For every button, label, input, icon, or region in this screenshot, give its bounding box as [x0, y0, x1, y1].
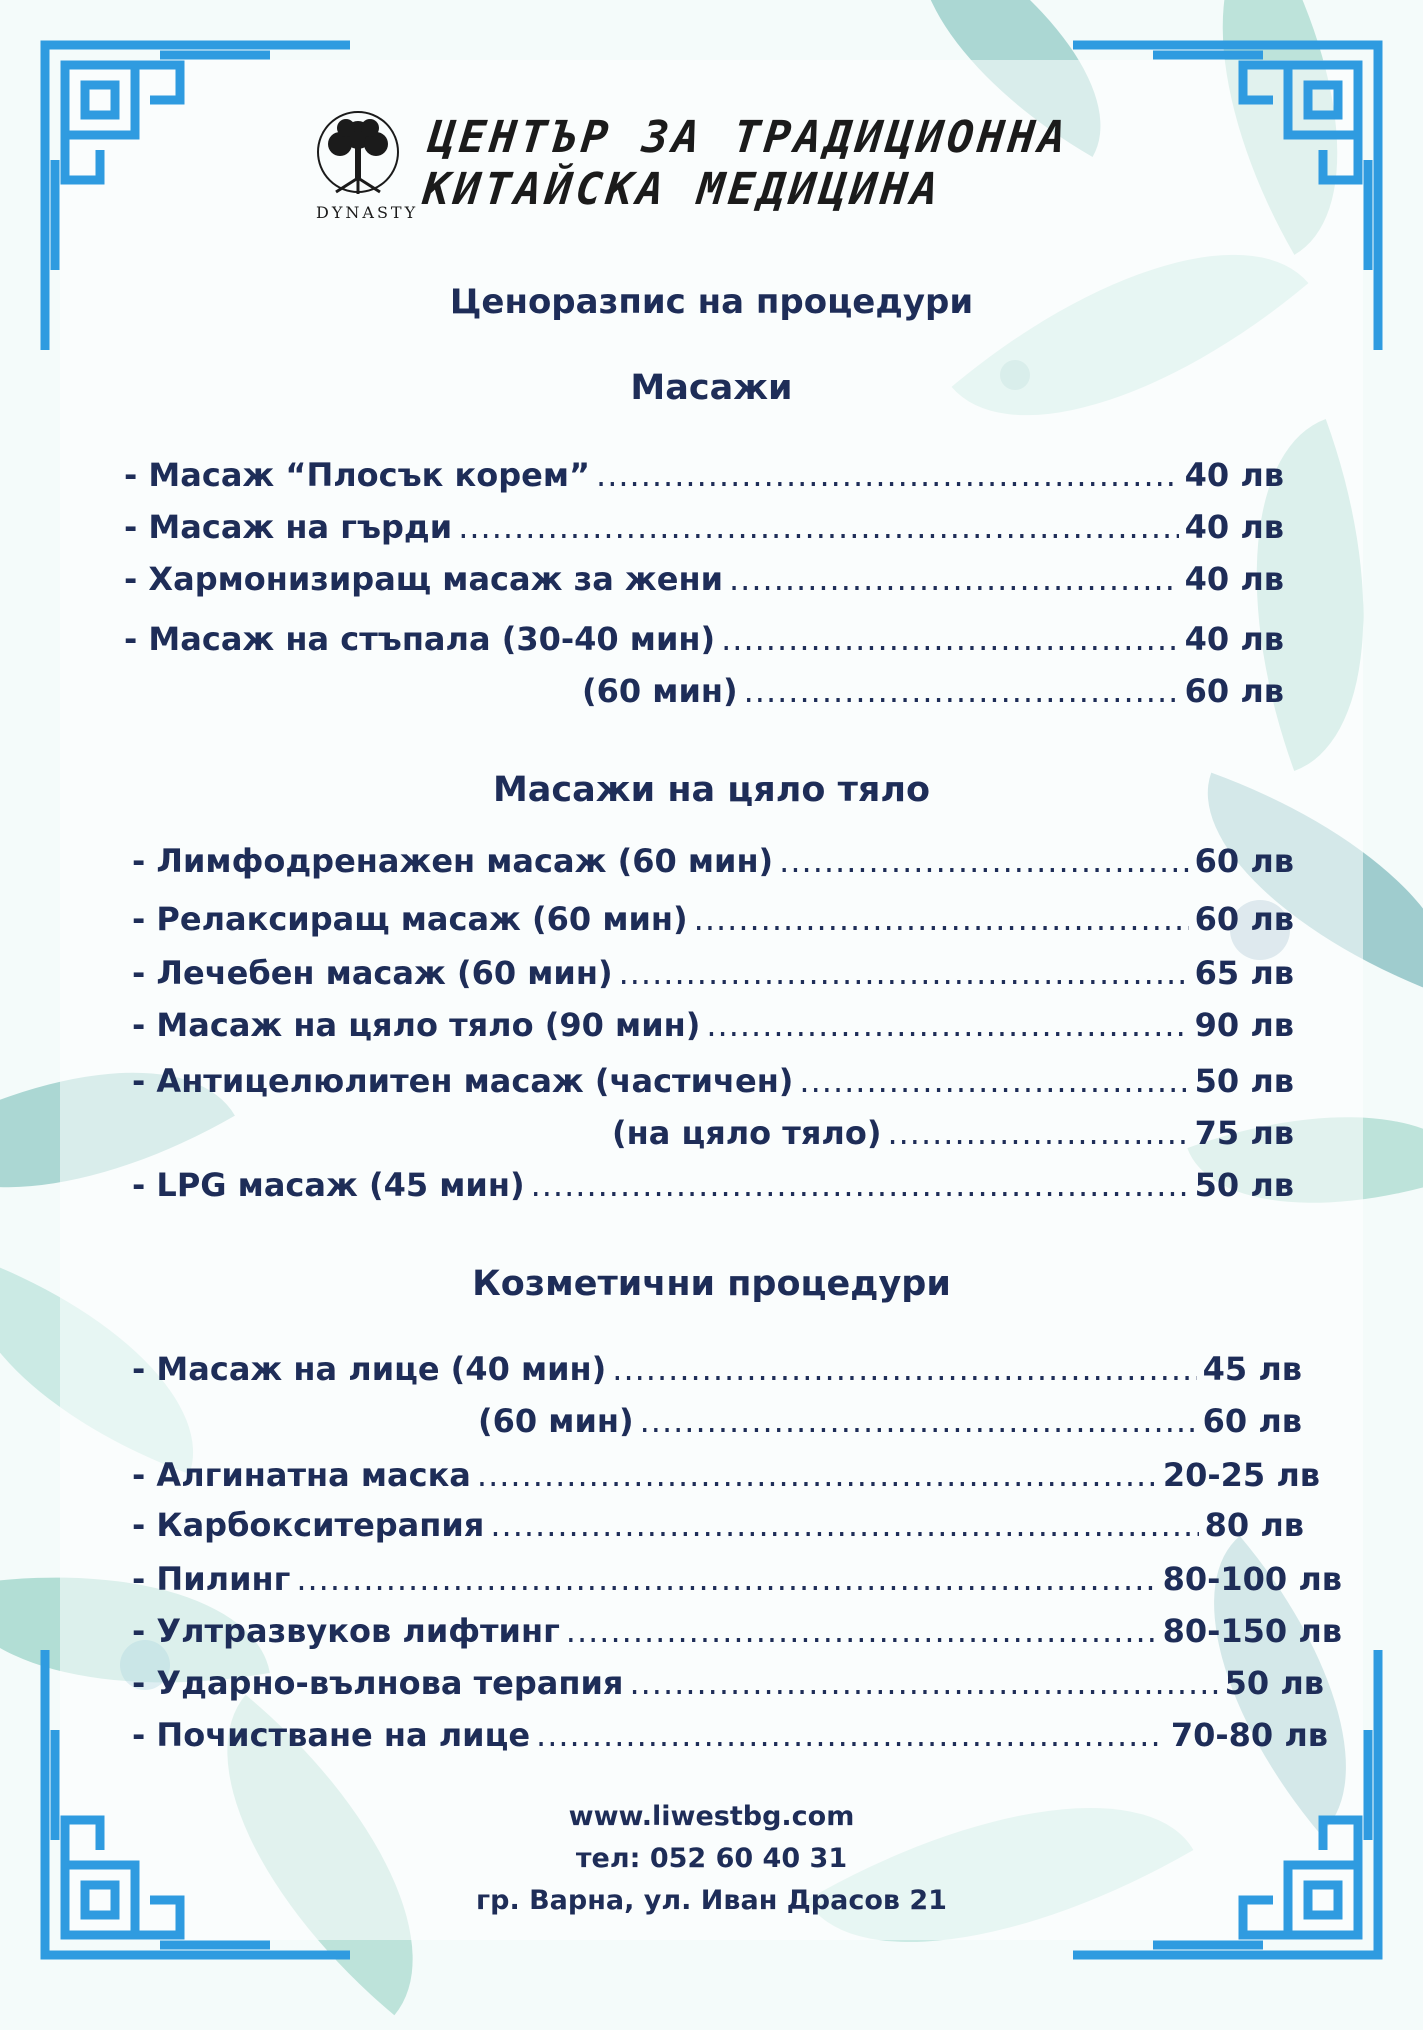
price-row	[132, 1612, 1342, 1650]
service-label: (60 мин)	[582, 672, 738, 710]
service-label: - Почистване на лице	[132, 1716, 531, 1754]
service-label: (60 мин)	[478, 1402, 634, 1440]
service-label: - Релаксиращ масаж (60 мин)	[132, 900, 688, 938]
service-label: - LPG масаж (45 мин)	[132, 1166, 525, 1204]
leader-dots	[779, 842, 1188, 880]
price-row	[132, 1006, 1294, 1044]
price-row	[132, 1062, 1294, 1100]
price-row	[132, 1560, 1342, 1598]
price-row	[132, 954, 1294, 992]
service-label: - Лимфодренажен масаж (60 мин)	[132, 842, 774, 880]
leader-dots	[799, 1062, 1188, 1100]
price-row	[478, 1402, 1302, 1440]
brand-line-2: КИТАЙСКА МЕДИЦИНА	[420, 164, 945, 215]
section-heading-massages: Масажи	[630, 368, 793, 408]
service-price: 40 лв	[1184, 560, 1284, 598]
tree-logo-icon	[296, 100, 420, 224]
leader-dots	[729, 560, 1179, 598]
service-price: 80-100 лв	[1162, 1560, 1342, 1598]
service-label: - Антицелюлитен масаж (частичен)	[132, 1062, 794, 1100]
website-link[interactable]: www.liwestbg.com	[568, 1801, 855, 1832]
service-label: - Пилинг	[132, 1560, 291, 1598]
service-price: 40 лв	[1184, 508, 1284, 546]
price-row	[132, 900, 1294, 938]
service-label: - Ултразвуков лифтинг	[132, 1612, 560, 1650]
service-label: - Масаж на стъпала (30-40 мин)	[124, 620, 716, 658]
leader-dots	[629, 1664, 1218, 1702]
service-price: 50 лв	[1194, 1062, 1294, 1100]
leader-dots	[536, 1716, 1165, 1754]
phone-number: тел: 052 60 40 31	[575, 1843, 848, 1874]
leader-dots	[458, 508, 1178, 546]
price-row	[132, 1664, 1324, 1702]
service-price: 60 лв	[1194, 842, 1294, 880]
leader-dots	[296, 1560, 1156, 1598]
service-price: 40 лв	[1184, 620, 1284, 658]
price-row	[612, 1114, 1294, 1152]
service-label: - Масаж на гърди	[124, 508, 453, 546]
leader-dots	[721, 620, 1179, 658]
service-label: - Ударно-вълнова терапия	[132, 1664, 624, 1702]
service-price: 20-25 лв	[1162, 1456, 1320, 1494]
address: гр. Варна, ул. Иван Драсов 21	[476, 1885, 947, 1916]
leader-dots	[566, 1612, 1157, 1650]
service-price: 60 лв	[1202, 1402, 1302, 1440]
service-label: - Масаж “Плосък корем”	[124, 456, 591, 494]
service-label: - Масаж на лице (40 мин)	[132, 1350, 607, 1388]
price-row	[132, 1506, 1304, 1544]
leader-dots	[744, 672, 1179, 710]
leader-dots	[596, 456, 1179, 494]
service-price: 45 лв	[1202, 1350, 1302, 1388]
service-price: 80-150 лв	[1162, 1612, 1342, 1650]
leader-dots	[531, 1166, 1189, 1204]
price-row	[124, 620, 1284, 658]
service-label: - Алгинатна маска	[132, 1456, 471, 1494]
leader-dots	[640, 1402, 1197, 1440]
price-row	[132, 1166, 1294, 1204]
service-price: 80 лв	[1204, 1506, 1304, 1544]
price-row	[132, 842, 1294, 880]
svg-text:DYNASTY: DYNASTY	[316, 203, 419, 222]
brand-name	[421, 112, 1072, 216]
service-price: 50 лв	[1194, 1166, 1294, 1204]
page-title: Ценоразпис на процедури	[449, 282, 974, 322]
service-price: 70-80 лв	[1170, 1716, 1328, 1754]
service-label: - Лечебен масаж (60 мин)	[132, 954, 613, 992]
service-label: - Масаж на цяло тяло (90 мин)	[132, 1006, 701, 1044]
price-row	[124, 508, 1284, 546]
leader-dots	[887, 1114, 1188, 1152]
service-label: (на цяло тяло)	[612, 1114, 882, 1152]
section-heading-full-body: Масажи на цяло тяло	[492, 770, 931, 810]
price-row	[582, 672, 1284, 710]
leader-dots	[706, 1006, 1188, 1044]
service-label: - Карбокситерапия	[132, 1506, 485, 1544]
service-price: 65 лв	[1194, 954, 1294, 992]
service-price: 60 лв	[1184, 672, 1284, 710]
price-row	[132, 1456, 1320, 1494]
price-row	[132, 1716, 1328, 1754]
service-label: - Хармонизиращ масаж за жени	[124, 560, 723, 598]
service-price: 90 лв	[1194, 1006, 1294, 1044]
leader-dots	[612, 1350, 1196, 1388]
price-row	[132, 1350, 1302, 1388]
section-heading-cosmetic: Козметични процедури	[472, 1264, 951, 1304]
service-price: 40 лв	[1184, 456, 1284, 494]
leader-dots	[694, 900, 1189, 938]
leader-dots	[477, 1456, 1157, 1494]
contact-footer	[0, 1796, 1423, 1922]
price-row	[124, 456, 1284, 494]
price-row	[124, 560, 1284, 598]
service-price: 60 лв	[1194, 900, 1294, 938]
brand-line-1: ЦЕНТЪР ЗА ТРАДИЦИОННА	[426, 112, 1072, 163]
service-price: 50 лв	[1224, 1664, 1324, 1702]
leader-dots	[490, 1506, 1198, 1544]
service-price: 75 лв	[1194, 1114, 1294, 1152]
leader-dots	[619, 954, 1189, 992]
